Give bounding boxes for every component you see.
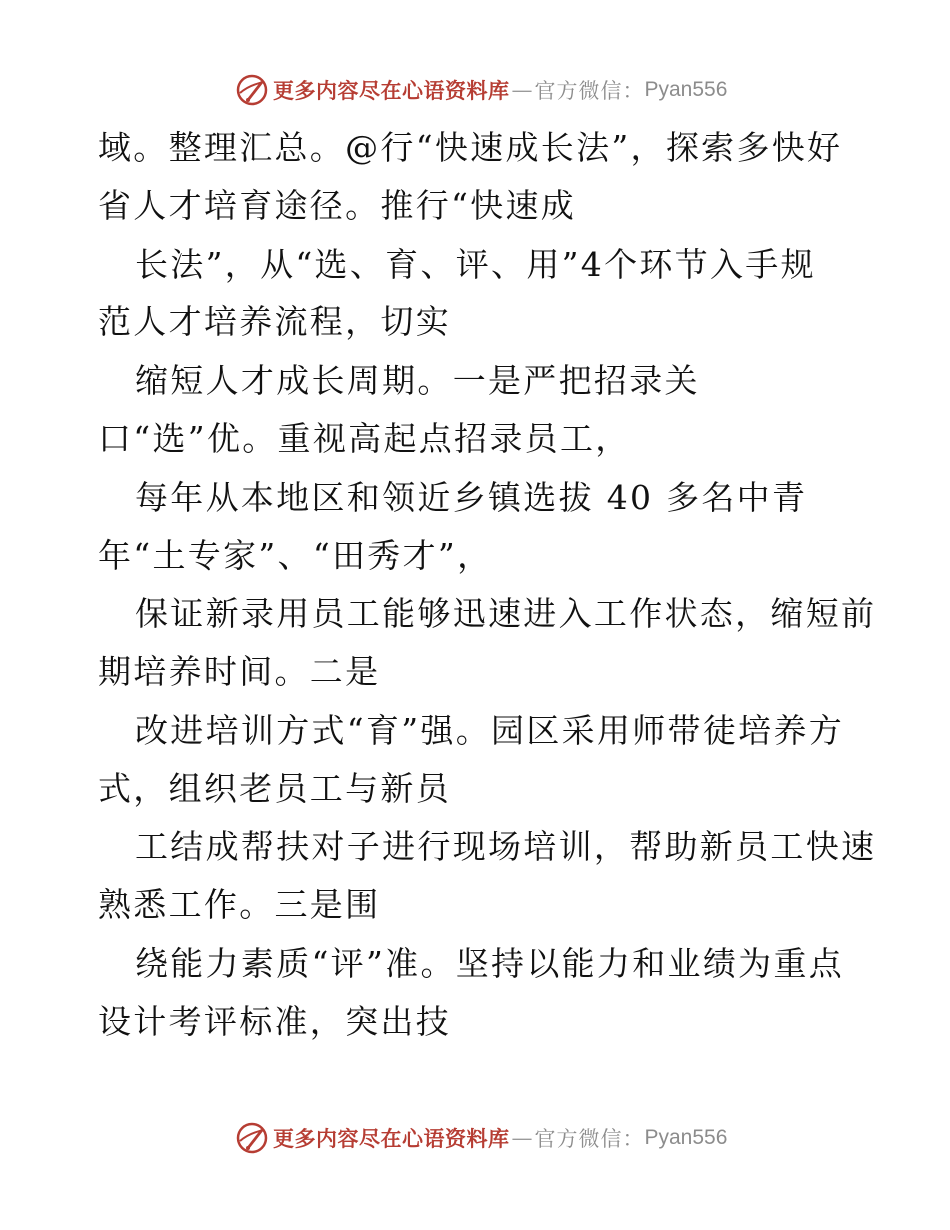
footer-wechat-id: Pyan556 xyxy=(644,1126,728,1149)
header-site-text: 更多内容尽在心语资料库 xyxy=(273,78,510,103)
pen-logo-icon xyxy=(235,73,269,107)
body-line: 熟悉工作。三是围 xyxy=(98,885,381,924)
footer-wechat-label: 官方微信： xyxy=(534,1127,645,1151)
pen-logo-icon xyxy=(235,1121,269,1155)
footer-banner xyxy=(235,1120,727,1156)
body-line: 范人才培养流程，切实 xyxy=(98,302,451,341)
body-line: 每年从本地区和领近乡镇选拔 40 多名中青 xyxy=(135,478,808,517)
footer-separator: — xyxy=(511,1126,533,1150)
body-line: 期培养时间。二是 xyxy=(98,652,381,691)
header-wechat-label: 官方微信： xyxy=(534,79,645,103)
body-line: 长法”，从“选、育、评、用”4个环节入手规 xyxy=(135,245,816,284)
body-line: 省人才培育途径。推行“快速成 xyxy=(98,186,577,225)
header-wechat-id: Pyan556 xyxy=(644,78,728,101)
body-line: 域。整理汇总。@行“快速成长法”，探索多快好 xyxy=(98,128,843,167)
body-line: 设计考评标准，突出技 xyxy=(98,1002,451,1041)
body-line: 工结成帮扶对子进行现场培训，帮助新员工快速 xyxy=(135,827,877,866)
body-line: 口“选”优。重视高起点招录员工， xyxy=(98,419,631,458)
body-line: 绕能力素质“评”准。坚持以能力和业绩为重点 xyxy=(135,944,845,983)
body-line: 缩短人才成长周期。一是严把招录关 xyxy=(135,361,700,400)
body-line: 式，组织老员工与新员 xyxy=(98,769,451,808)
footer-site-text: 更多内容尽在心语资料库 xyxy=(273,1126,510,1151)
body-line: 改进培训方式“育”强。园区采用师带徒培养方 xyxy=(135,711,845,750)
header-separator: — xyxy=(511,78,533,102)
body-line: 年“土专家”、“田秀才”， xyxy=(98,536,493,575)
body-line: 保证新录用员工能够迅速进入工作状态，缩短前 xyxy=(135,594,877,633)
header-banner xyxy=(235,72,727,108)
